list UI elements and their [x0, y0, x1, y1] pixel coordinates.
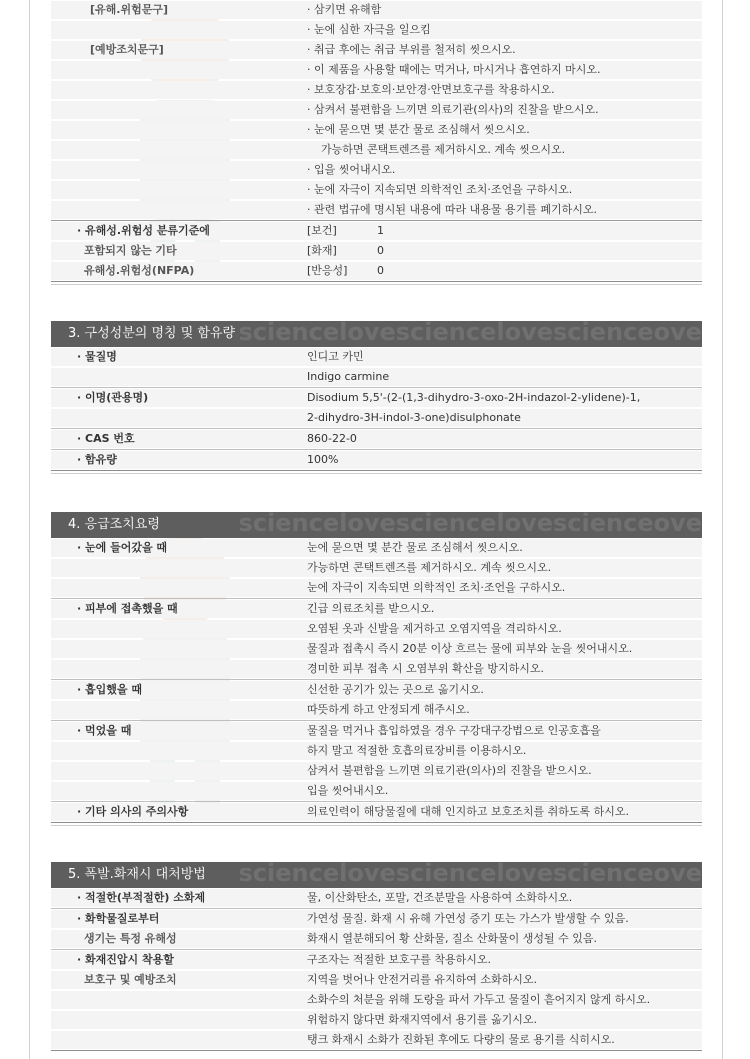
protective-gear-line: 위험하지 않다면 화재지역에서 용기를 옮기시오.	[307, 1013, 538, 1026]
hazard-line: · 삼키면 유해함	[307, 3, 382, 16]
specific-hazard-label: · 화학물질로부터	[77, 912, 160, 925]
nfpa-label-cont: 유해성.위험성(NFPA)	[84, 264, 195, 277]
doctor-note-label: · 기타 의사의 주의사항	[77, 805, 189, 818]
section-title: 3. 구성성분의 명칭 및 함유량	[68, 326, 236, 341]
hazard-statement-label: [유해.위험문구]	[90, 3, 168, 16]
eye-contact-line: 눈에 묻으면 몇 분간 물로 조심해서 씻으시오.	[307, 541, 523, 554]
precaution-line: 가능하면 콘택트렌즈를 제거하시오. 계속 씻으시오.	[321, 143, 566, 156]
skin-contact-line: 오염된 옷과 신발을 제거하고 오염지역을 격리하시오.	[307, 622, 562, 635]
precaution-line: · 관련 법규에 명시된 내용에 따라 내용물 용기를 폐기하시오.	[307, 203, 597, 216]
section2-hazard-block	[51, 0, 702, 285]
alias-value: Disodium 5,5'-(2-(1,3-dihydro-3-oxo-2H-indazol-2-ylidene)-1,	[307, 391, 641, 404]
alias-label: · 이명(관용명)	[77, 391, 149, 404]
eye-contact-line: 눈에 자극이 지속되면 의학적인 조치·조언을 구하시오.	[307, 581, 566, 594]
section-title: 4. 응급조치요령	[68, 517, 160, 532]
precaution-line: · 입을 씻어내시오.	[307, 163, 396, 176]
nfpa-key: [화재]	[307, 244, 337, 257]
section-watermark: sciencelovesciencelovescienceove	[238, 512, 702, 537]
skin-contact-line: 물질과 접촉시 즉시 20분 이상 흐르는 물에 피부와 눈을 씻어내시오.	[307, 642, 633, 655]
extinguishing-media-label: · 적절한(부적절한) 소화제	[77, 891, 206, 904]
inhalation-line: 신선한 공기가 있는 곳으로 옮기시오.	[307, 683, 484, 696]
inhalation-label: · 흡입했을 때	[77, 683, 142, 696]
precaution-line: · 이 제품을 사용할 때에는 먹거나, 마시거나 흡연하지 마시오.	[307, 63, 601, 76]
ingestion-line: 물질을 먹거나 흡입하였을 경우 구강대구강법으로 인공호흡을	[307, 724, 601, 737]
section5-header	[51, 862, 702, 888]
precaution-line: · 눈에 묻으면 몇 분간 물로 조심해서 씻으시오.	[307, 123, 530, 136]
material-name-ko: 인디고 카민	[307, 350, 364, 363]
protective-gear-label-cont: 보호구 및 예방조치	[84, 973, 177, 986]
protective-gear-line: 탱크 화재시 소화가 진화된 후에도 다량의 물로 용기를 식히시오.	[307, 1033, 615, 1046]
content-value: 100%	[307, 453, 339, 466]
nfpa-key: [반응성]	[307, 264, 348, 277]
ingestion-line: 하지 말고 적절한 호흡의료장비를 이용하시오.	[307, 744, 527, 757]
content-label: · 함유량	[77, 453, 117, 466]
protective-gear-line: 구조자는 적절한 보호구를 착용하시오.	[307, 953, 492, 966]
precaution-line: · 삼켜서 불편함을 느끼면 의료기관(의사)의 진찰을 받으시오.	[307, 103, 599, 116]
msds-content	[51, 0, 702, 1051]
section-watermark: sciencelovesciencelovescienceove	[238, 862, 702, 887]
material-name-en: Indigo carmine	[307, 370, 390, 383]
specific-hazard-label-cont: 생기는 특정 유해성	[84, 932, 177, 945]
alias-value-cont: 2-dihydro-3H-indol-3-one)disulphonate	[307, 411, 521, 424]
nfpa-value: 0	[377, 264, 384, 277]
protective-gear-line: 소화수의 처분을 위해 도랑을 파서 가두고 물질이 흩어지지 않게 하시오.	[307, 993, 651, 1006]
inhalation-line: 따뜻하게 하고 안정되게 해주시오.	[307, 703, 470, 716]
precaution-line: · 취급 후에는 취급 부위를 철저히 씻으시오.	[307, 43, 516, 56]
extinguishing-media: 물, 이산화탄소, 포말, 건조분말을 사용하여 소화하시오.	[307, 891, 573, 904]
ingestion-line: 입을 씻어내시오.	[307, 784, 389, 797]
section4-header	[51, 512, 702, 538]
skin-contact-line: 긴급 의료조치를 받으시오.	[307, 602, 435, 615]
hazard-line: · 눈에 심한 자극을 일으킴	[307, 23, 431, 36]
nfpa-value: 0	[377, 244, 384, 257]
section-watermark: sciencelovesciencelovescienceove	[238, 321, 702, 346]
specific-hazard-line: 화재시 열분해되어 황 산화물, 질소 산화물이 생성될 수 있음.	[307, 932, 597, 945]
cas-label: · CAS 번호	[77, 432, 135, 445]
nfpa-label-cont: 포함되지 않는 기타	[84, 244, 177, 257]
section3-header	[51, 321, 702, 347]
precaution-line: · 눈에 자극이 지속되면 의학적인 조치·조언을 구하시오.	[307, 183, 573, 196]
doctor-note: 의료인력이 해당물질에 대해 인지하고 보호조치를 취하도록 하시오.	[307, 805, 630, 818]
protective-gear-line: 지역을 벗어나 안전거리를 유지하여 소화하시오.	[307, 973, 538, 986]
section-title: 5. 폭발.화재시 대처방법	[68, 867, 206, 882]
skin-contact-label: · 피부에 접촉했을 때	[77, 602, 178, 615]
cas-number: 860-22-0	[307, 432, 357, 445]
eye-contact-label: · 눈에 들어갔을 때	[77, 541, 168, 554]
protective-gear-label: · 화재진압시 착용할	[77, 953, 174, 966]
nfpa-key: [보건]	[307, 224, 337, 237]
nfpa-label: · 유해성.위험성 분류기준에	[77, 224, 210, 237]
ingestion-line: 삼켜서 불편함을 느끼면 의료기관(의사)의 진찰을 받으시오.	[307, 764, 592, 777]
material-name-label: · 물질명	[77, 350, 117, 363]
specific-hazard-line: 가연성 물질. 화재 시 유해 가연성 증기 또는 가스가 발생할 수 있음.	[307, 912, 629, 925]
precaution-line: · 보호장갑·보호의·보안경·안면보호구를 착용하시오.	[307, 83, 555, 96]
eye-contact-line: 가능하면 콘택트렌즈를 제거하시오. 계속 씻으시오.	[307, 561, 552, 574]
ingestion-label: · 먹었을 때	[77, 724, 132, 737]
skin-contact-line: 경미한 피부 접촉 시 오염부위 확산을 방지하시오.	[307, 662, 544, 675]
nfpa-value: 1	[377, 224, 384, 237]
precaution-statement-label: [예방조치문구]	[90, 43, 164, 56]
